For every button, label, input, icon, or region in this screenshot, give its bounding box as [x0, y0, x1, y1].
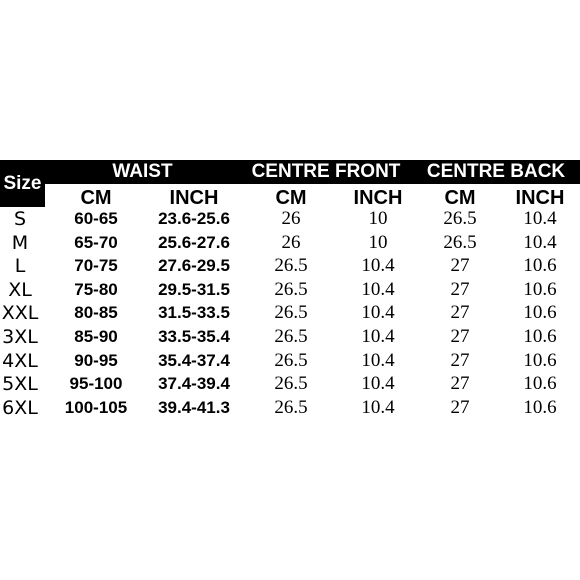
waist-cm-cell: 80-85	[74, 303, 118, 323]
back-inch-cell: 10.6	[523, 349, 557, 371]
waist-inch-cell: 39.4-41.3	[158, 397, 230, 417]
back-inch-header: INCH	[515, 186, 565, 209]
front-inch-cell: 10	[368, 231, 388, 253]
table-row	[0, 278, 580, 302]
front-inch-header: INCH	[353, 186, 403, 209]
table-row	[0, 349, 580, 373]
table-row	[0, 325, 580, 349]
back-inch-cell: 10.6	[523, 396, 557, 418]
table-row	[0, 207, 580, 231]
back-cm-cell: 27	[450, 396, 470, 418]
back-cm-cell: 27	[450, 302, 470, 324]
back-inch-cell: 10.6	[523, 373, 557, 395]
front-inch-cell: 10.4	[361, 302, 395, 324]
front-inch-cell: 10.4	[361, 255, 395, 277]
table-row	[0, 301, 580, 325]
front-cm-cell: 26.5	[274, 396, 308, 418]
size-cell: M	[11, 231, 29, 254]
front-cm-cell: 26.5	[274, 302, 308, 324]
front-cm-cell: 26.5	[274, 278, 308, 300]
back-cm-cell: 27	[450, 278, 470, 300]
waist-inch-cell: 23.6-25.6	[158, 209, 230, 228]
size-cell: XXL	[1, 302, 39, 325]
size-cell: S	[13, 208, 27, 230]
front-cm-cell: 26	[281, 231, 301, 253]
front-cm-cell: 26.5	[274, 255, 308, 277]
waist-cm-cell: 65-70	[74, 232, 118, 252]
front-cm-cell: 26	[281, 208, 301, 229]
waist-cm-cell: 90-95	[74, 350, 118, 370]
back-inch-cell: 10.6	[523, 278, 557, 300]
table-row	[0, 396, 580, 420]
back-inch-cell: 10.6	[523, 326, 557, 347]
front-cm-cell: 26.5	[274, 349, 308, 371]
front-cm-cell: 26.5	[274, 373, 308, 395]
back-cm-cell: 26.5	[443, 231, 477, 253]
centre-front-group-header: CENTRE FRONT	[240, 160, 412, 184]
size-cell: 3XL	[2, 326, 38, 348]
front-inch-cell: 10.4	[361, 396, 395, 418]
size-cell: 4XL	[2, 349, 38, 372]
back-cm-cell: 27	[450, 373, 470, 395]
table-row	[0, 372, 580, 396]
waist-cm-cell: 95-100	[69, 374, 123, 394]
waist-inch-cell: 37.4-39.4	[158, 374, 230, 394]
size-column-header: Size	[0, 160, 45, 207]
waist-cm-cell: 60-65	[74, 209, 118, 228]
waist-inch-cell: 27.6-29.5	[158, 256, 230, 276]
waist-inch-cell: 35.4-37.4	[158, 350, 230, 370]
table-row	[0, 231, 580, 255]
waist-group-header: WAIST	[45, 160, 240, 184]
back-cm-header: CM	[444, 186, 476, 209]
waist-inch-cell: 25.6-27.6	[158, 232, 230, 252]
waist-inch-cell: 33.5-35.4	[158, 327, 230, 346]
front-cm-header: CM	[275, 186, 307, 209]
size-cell: 6XL	[2, 396, 38, 419]
table-row	[0, 254, 580, 278]
waist-inch-header: INCH	[169, 186, 219, 209]
back-cm-cell: 27	[450, 349, 470, 371]
back-cm-cell: 26.5	[443, 208, 477, 229]
waist-cm-cell: 75-80	[74, 279, 118, 299]
waist-inch-cell: 29.5-31.5	[158, 279, 230, 299]
waist-cm-header: CM	[80, 186, 112, 209]
back-inch-cell: 10.6	[523, 302, 557, 324]
front-inch-cell: 10	[368, 208, 388, 229]
back-inch-cell: 10.4	[523, 208, 557, 229]
front-inch-cell: 10.4	[361, 326, 395, 347]
waist-inch-cell: 31.5-33.5	[158, 303, 230, 323]
waist-cm-cell: 85-90	[74, 327, 118, 346]
front-inch-cell: 10.4	[361, 349, 395, 371]
front-cm-cell: 26.5	[274, 326, 308, 347]
front-inch-cell: 10.4	[361, 373, 395, 395]
size-cell: L	[14, 255, 26, 278]
size-cell: 5XL	[2, 373, 38, 396]
waist-cm-cell: 100-105	[64, 397, 128, 417]
centre-back-group-header: CENTRE BACK	[412, 160, 580, 184]
back-cm-cell: 27	[450, 326, 470, 347]
front-inch-cell: 10.4	[361, 278, 395, 300]
back-cm-cell: 27	[450, 255, 470, 277]
size-cell: XL	[8, 278, 32, 301]
waist-cm-cell: 70-75	[74, 256, 118, 276]
back-inch-cell: 10.6	[523, 255, 557, 277]
back-inch-cell: 10.4	[523, 231, 557, 253]
